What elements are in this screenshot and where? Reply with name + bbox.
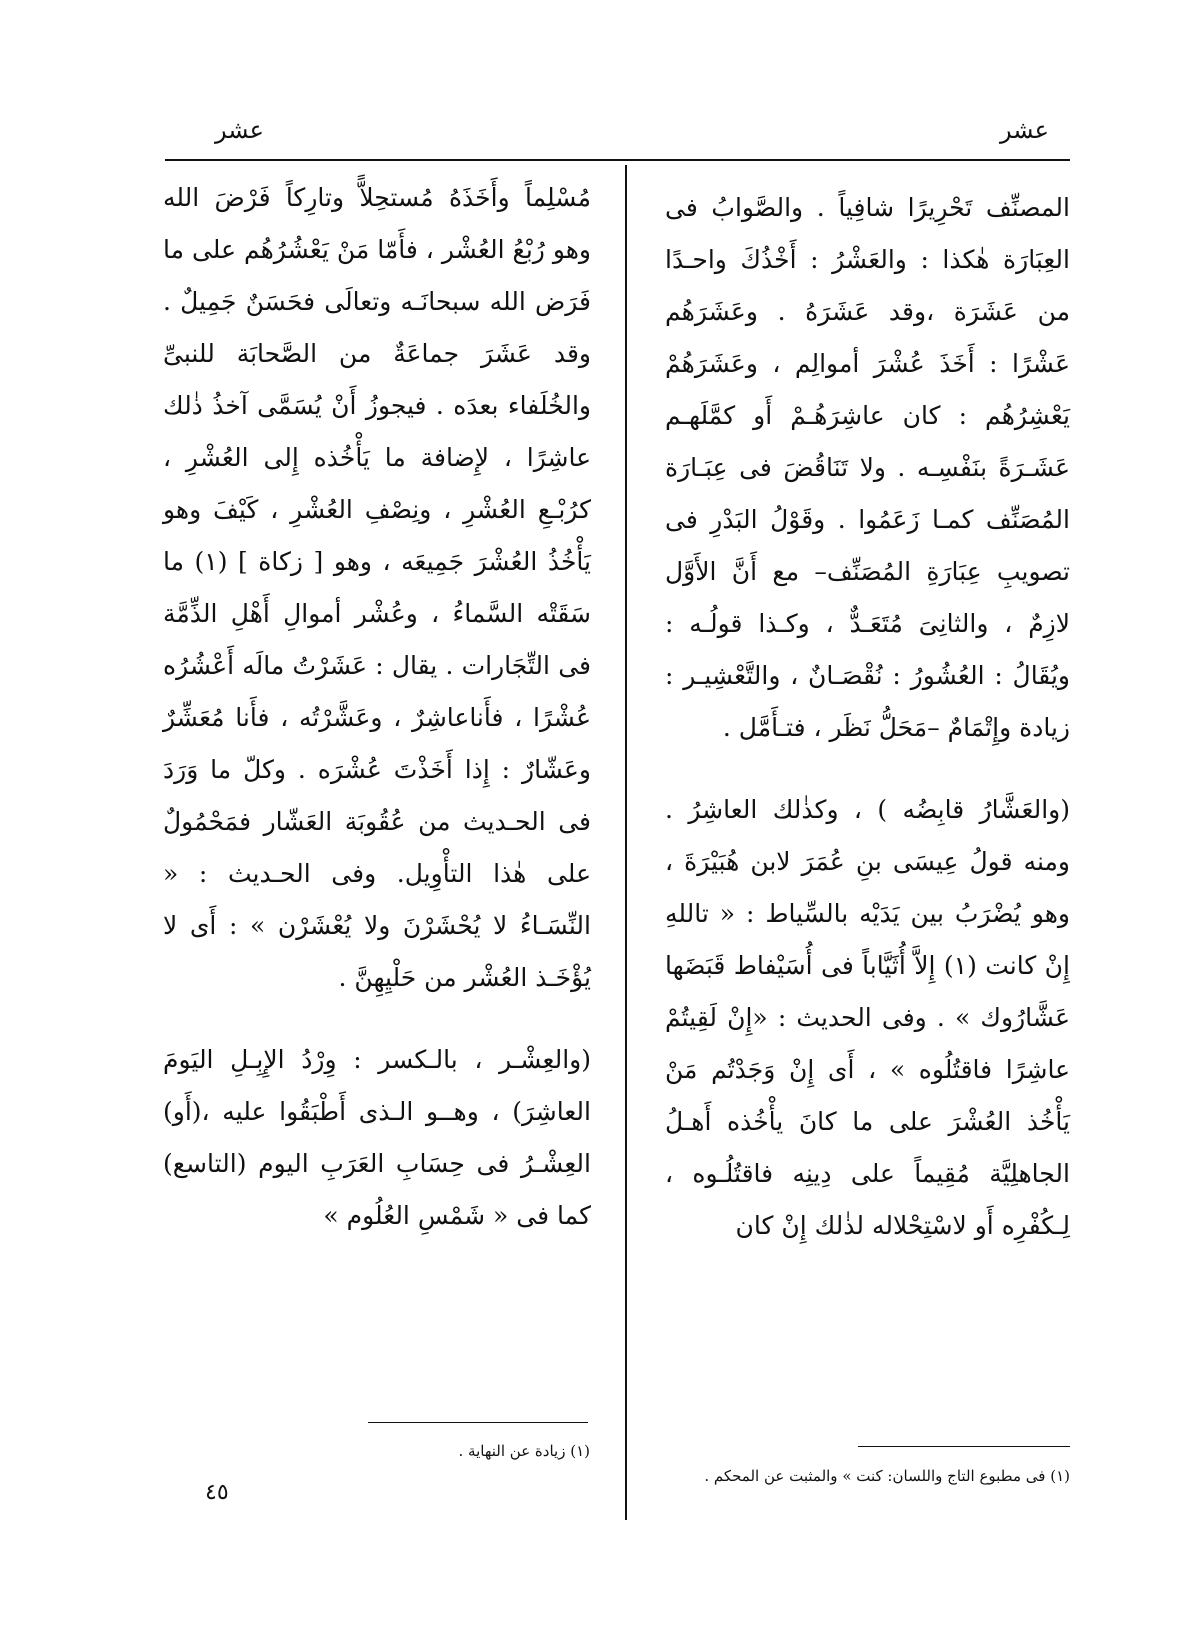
footnote-rule-left	[368, 1422, 588, 1423]
left-paragraph-2: (والعِشْـر ، بالـكسر : وِرْدُ الإِبِـلِ اليَومَ العاشِرَ) ، وهــو الـذى أَطْبَقُوا عليه ،(أَو) العِشْـرُ فى حِسَابِ العَرَبِ اليوم (التاسع) كما فى « شَمْسِ العُلُوم »	[163, 1045, 591, 1230]
footnote-rule-right	[858, 1446, 1070, 1447]
column-divider	[625, 165, 627, 1520]
left-paragraph-1: مُسْلِماً وأَخَذَهُ مُستحِلاًّ وتارِكاً فَرْضَ الله وهو رُبْعُ العُشْر ، فأَمّا مَنْ يَعْشُرُهُم على ما فَرَض الله سبحانَـه وتعالَى فحَسَنٌ جَمِيلٌ . وقد عَشَرَ جماعَةٌ من الصَّحابَة للنبىِّ والخُلَفاء بعدَه . فيجوزُ أَنْ يُسَمَّى آخذُ ذٰلك عاشِرًا ، لإِضافة ما يَأْخُذه إِلى العُشْرِ ، كرُبْـعِ العُشْرِ ، ونِصْفِ العُشْرِ ، كَيْفَ وهو يَأْخُذُ العُشْرَ جَمِيعَه ، وهو [ زكاة ] (١) ما سَقَتْه السَّماءُ ، وعُشْر أموالِ أَهْلِ الذِّمَّة فى التِّجَارات . يقال : عَشَرْتُ مالَه أَعْشُرُه عُشْرًا ، فأَناعاشِرٌ ، وعَشَّرْتُه ، فأَنا مُعَشِّرٌ وعَشّارٌ : إِذا أَخَذْتَ عُشْرَه . وكلّ ما وَرَدَ فى الحـديث من عُقُوبَة العَشّار فمَحْمُولٌ على هٰذا التأْوِيل. وفى الحـديث : « النِّسَـاءُ لا يُحْشَرْنَ ولا يُعْشَرْن » : أَى لا يُؤْخَـذ العُشْر من حَلْيِهِنَّ .	[163, 183, 591, 992]
footnote-right: (١) فى مطبوع التاج واللسان: كنت » والمثبت عن المحكم .	[704, 1467, 1070, 1485]
header-word-left: عشر	[215, 116, 264, 144]
header-rule	[165, 159, 1070, 161]
right-column	[665, 182, 1070, 1282]
page-number: ٤٥	[205, 1480, 229, 1505]
footnote-left: (١) زيادة عن النهاية .	[458, 1442, 590, 1460]
header-word-right: عشر	[1000, 116, 1049, 144]
right-paragraph-2: (والعَشَّارُ قابِضُه ) ، وكذٰلك العاشِرُ . ومنه قولُ عِيسَى بنِ عُمَرَ لابن هُبَيْرَةَ ، وهو يُضْرَبُ بين يَدَيْه بالسِّياط : « تاللهِ إِنْ كانت (١) إِلاَّ أُثَيَّاباً فى أُسَيْفاط قَبَضَها عَشَّارُوك » . وفى الحديث : «إِنْ لَقِيتُمْ عاشِرًا فاقتُلُوه » ، أَى إِنْ وَجَدْتُم مَنْ يَأْخُذ العُشْرَ على ما كانَ يأْخُذه أَهـلُ الجاهلِيَّة مُقِيماً على دِينِه فاقتُلُـوه ، لِـكُفْرِه أَو لاسْتِحْلاله لذٰلك إِنْ كان	[665, 795, 1070, 1240]
left-column	[163, 172, 591, 1272]
right-paragraph-1: المصنِّف تَحْرِيرًا شافِياً . والصَّوابُ فى العِبَارَة هٰكذا : والعَشْرُ : أَخْذُكَ واحـدًا من عَشَرَة ،وقد عَشَرَهُ . وعَشَرَهُم عَشْرًا : أَخَذَ عُشْرَ أموالِم ، وعَشَرَهُمْ يَعْشِرُهُم : كان عاشِرَهُـمْ أَو كمَّلَهـم عَشَـرَةً بنَفْسِـه . ولا تَنَاقُضَ فى عِبَـارَة المُصَنِّف كمـا زَعَمُوا . وقَوْلُ البَدْرِ فى تصويبِ عِبَارَةِ المُصَنِّف– مع أَنَّ الأَوَّل لازِمٌ ، والثانِىَ مُتَعَـدٌّ ، وكـذا قولُـه : ويُقَالُ : العُشُورُ : نُقْصَـانٌ ، والتَّعْشِيـر : زيادة وإِتْمَامٌ –مَحَلُّ نَظَر ، فتـأَمَّل .	[665, 193, 1070, 742]
